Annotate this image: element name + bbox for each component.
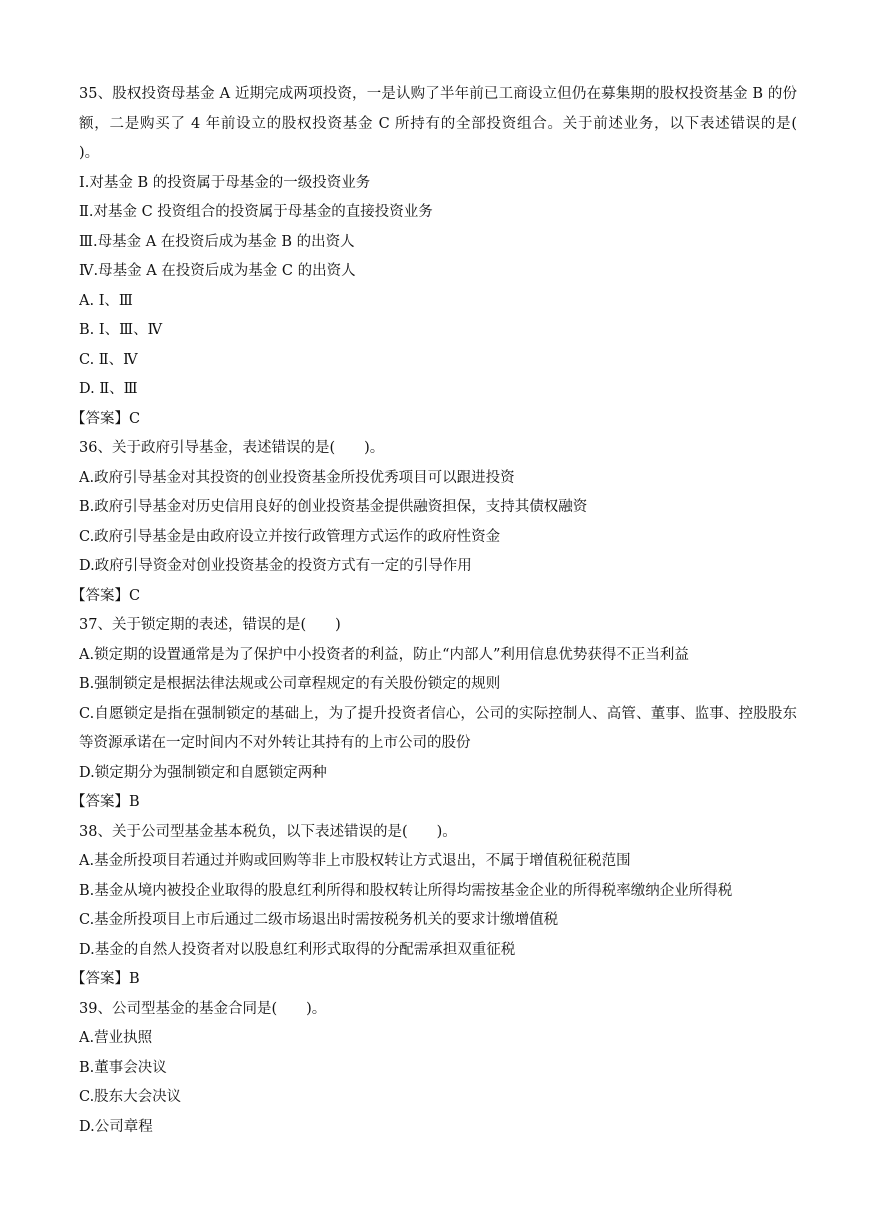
question-36	[71, 434, 797, 611]
option-c: C.自愿锁定是指在强制锁定的基础上，为了提升投资者信心，公司的实际控制人、高管、董事、监事、控股股东等资源承诺在一定时间内不对外转让其持有的上市公司的股份	[79, 705, 797, 751]
question-stem: 37、关于锁定期的表述，错误的是( )	[79, 617, 341, 633]
option-c: C. Ⅱ、Ⅳ	[79, 351, 138, 368]
option-b: B.董事会决议	[79, 1059, 167, 1076]
option-a: A.锁定期的设置通常是为了保护中小投资者的利益，防止“内部人”利用信息优势获得不正当利益	[79, 646, 689, 663]
option-a: A.政府引导基金对其投资的创业投资基金所投优秀项目可以跟进投资	[79, 469, 515, 486]
option-d: D.基金的自然人投资者对以股息红利形式取得的分配需承担双重征税	[79, 941, 516, 958]
question-list	[71, 80, 826, 1142]
question-38	[71, 818, 797, 995]
answer-label: 【答案】B	[71, 971, 140, 987]
question-stem: 36、关于政府引导基金，表述错误的是( )。	[79, 440, 385, 456]
option-b: B.基金从境内被投企业取得的股息红利所得和股权转让所得均需按基金企业的所得税率缴纳企业所得税	[79, 882, 733, 899]
option-d: D.公司章程	[79, 1118, 153, 1135]
statement-4: Ⅳ.母基金 A 在投资后成为基金 C 的出资人	[79, 263, 356, 279]
statement-1: Ⅰ.对基金 B 的投资属于母基金的一级投资业务	[79, 174, 371, 191]
answer-label: 【答案】B	[71, 794, 140, 810]
option-a: A.营业执照	[79, 1030, 153, 1046]
option-d: D. Ⅱ、Ⅲ	[79, 381, 138, 397]
answer-label: 【答案】C	[71, 410, 141, 427]
option-b: B. Ⅰ、Ⅲ、Ⅳ	[79, 322, 163, 338]
option-c: C.股东大会决议	[79, 1089, 182, 1105]
question-stem: 38、关于公司型基金基本税负，以下表述错误的是( )。	[79, 823, 457, 840]
question-35	[71, 80, 826, 434]
question-37	[71, 611, 797, 818]
option-d: D.锁定期分为强制锁定和自愿锁定两种	[79, 764, 327, 781]
statement-3: Ⅲ.母基金 A 在投资后成为基金 B 的出资人	[79, 233, 355, 250]
option-a: A.基金所投项目若通过并购或回购等非上市股权转让方式退出，不属于增值税征税范围	[79, 853, 631, 869]
option-c: C.政府引导基金是由政府设立并按行政管理方式运作的政府性资金	[79, 528, 501, 545]
option-a: A. Ⅰ、Ⅲ	[79, 292, 133, 309]
option-b: B.政府引导基金对历史信用良好的创业投资基金提供融资担保，支持其债权融资	[79, 499, 588, 515]
question-39	[79, 995, 797, 1143]
option-c: C.基金所投项目上市后通过二级市场退出时需按税务机关的要求计缴增值税	[79, 912, 559, 928]
statement-2: Ⅱ.对基金 C 投资组合的投资属于母基金的直接投资业务	[79, 204, 433, 220]
option-b: B.强制锁定是根据法律法规或公司章程规定的有关股份锁定的规则	[79, 676, 501, 692]
question-stem: 39、公司型基金的基金合同是( )。	[79, 1000, 327, 1017]
answer-label: 【答案】C	[71, 587, 141, 604]
question-stem: 35、股权投资母基金 A 近期完成两项投资，一是认购了半年前已工商设立但仍在募集期的股权投资基金 B 的份额，二是购买了 4 年前设立的股权投资基金 C 所持有的全部投资组合。关于前述业务，以下表述错误的是( )。	[79, 86, 826, 161]
option-d: D.政府引导资金对创业投资基金的投资方式有一定的引导作用	[79, 558, 472, 574]
